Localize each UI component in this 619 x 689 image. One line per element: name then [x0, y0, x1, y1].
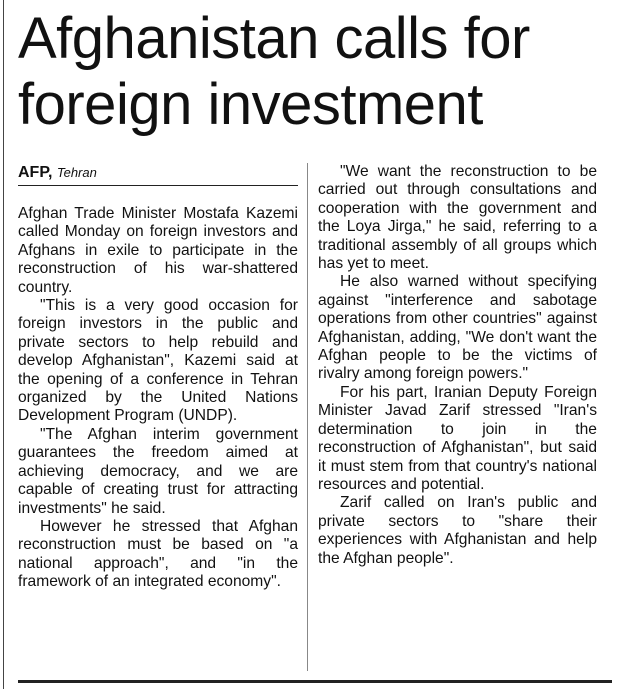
headline: Afghanistan calls for foreign investment — [18, 6, 530, 137]
bottom-rule — [18, 680, 612, 683]
byline — [18, 163, 298, 186]
left-border-rule — [3, 0, 4, 689]
article-column-2 — [318, 163, 597, 568]
paragraph: "This is a very good occasion for foreign investors in the public and private sectors to help rebuild and develop Afghanistan", Kazemi said at the opening of a conference in Tehran organized by the United Nations Development Program (UNDP). — [18, 297, 298, 425]
paragraph: "We want the reconstruction to be carried out through consultations and cooperation with the government and the Loya Jirga," he said, referring to a traditional assembly of all groups which has yet to meet. — [318, 163, 597, 273]
paragraph: Zarif called on Iran's public and private sectors to "share their experiences with Afghanistan and help the Afghan people". — [318, 494, 597, 567]
byline-agency: AFP, — [18, 164, 53, 181]
paragraph: For his part, Iranian Deputy Foreign Minister Javad Zarif stressed "Iran's determination to join in the reconstruction of Afghanistan", but said it must stem from that country's national resources and potential. — [318, 383, 597, 493]
column-divider — [307, 163, 308, 671]
paragraph: Afghan Trade Minister Mostafa Kazemi called Monday on foreign investors and Afghans in exile to participate in the reconstruction of his war-shattered country. — [18, 205, 298, 296]
article-column-1 — [18, 205, 298, 592]
byline-place: Tehran — [56, 165, 97, 180]
paragraph: "The Afghan interim government guarantees the freedom aimed at achieving democracy, and we are capable of creating trust for attracting investments" he said. — [18, 425, 298, 517]
paragraph: However he stressed that Afghan reconstruction must be based on "a national approach", and "in the framework of an integrated economy". — [18, 517, 298, 591]
paragraph: He also warned without specifying against "interference and sabotage operations from other countries" against Afghanistan, adding, "We don't want the Afghan people to be the victims of rivalry among foreign powers." — [318, 273, 597, 383]
